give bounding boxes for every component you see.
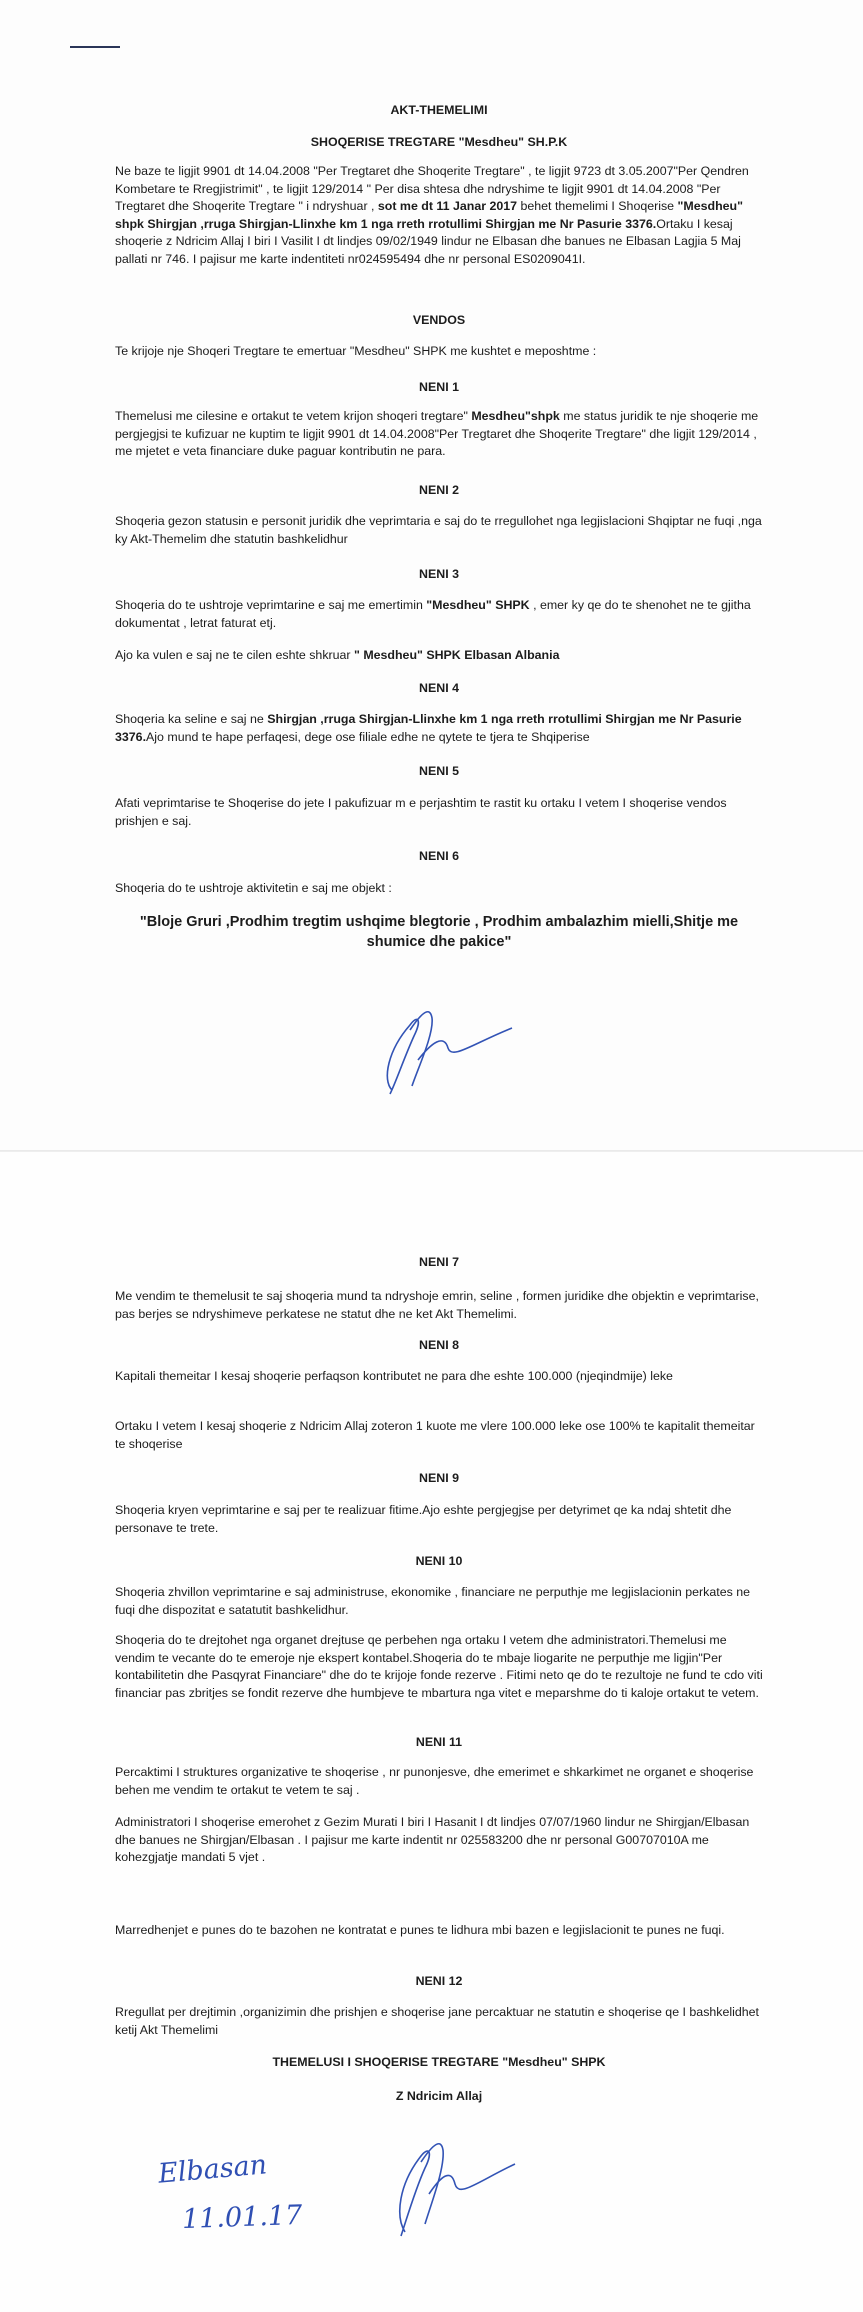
neni-8-heading: NENI 8 xyxy=(419,1338,459,1352)
neni-5-text: Afati veprimtarise te Shoqerise do jete I pakufizuar m e perjashtim te rastit ku ortaku I vetem I shoqerise vendos prishjen e saj. xyxy=(115,796,727,828)
neni-11-heading: NENI 11 xyxy=(415,1735,463,1749)
neni-3-text-d: Ajo ka vulen e saj ne te cilen eshte shkruar xyxy=(115,648,354,662)
vendos-heading: VENDOS xyxy=(412,313,466,327)
handwritten-date: 11.01.17 xyxy=(181,2199,303,2236)
neni-9-heading: NENI 9 xyxy=(419,1471,459,1485)
neni-3-text-c: , emer ky qe do te shenohet ne te gjitha dokumentat , letrat faturat etj. xyxy=(115,598,751,630)
neni-1-text-c: me status juridik te nje shoqerie me pergjegjsi te kufizuar ne kuptim te ligjit 9901 dt 14.04.2008"Per Tregtaret dhe Shoqerite Tregtare" dhe ligjit 129/2014 , me mjetet e veta financiare duke paguar kontributin ne para. xyxy=(115,409,759,458)
neni-3-seal-text xyxy=(115,647,763,665)
intro-date: sot me dt 11 Janar 2017 xyxy=(377,199,518,213)
neni-12-text: Rregullat per drejtimin ,organizimin dhe prishjen e shoqerise jane percaktuar ne statutin e shoqerise qe I bashkelidhet ketij Akt Themelimi xyxy=(115,2005,759,2037)
intro-paragraph xyxy=(115,163,763,268)
neni-3-heading: NENI 3 xyxy=(419,567,459,581)
corner-mark xyxy=(70,46,120,48)
vendos-text: Te krijoje nje Shoqeri Tregtare te emertuar "Mesdheu" SHPK me kushtet e meposhtme : xyxy=(115,344,597,358)
neni-4-address: Shirgjan ,rruga Shirgjan-Llinxhe km 1 nga rreth rrotullimi Shirgjan me Nr Pasurie 3376. xyxy=(115,712,742,744)
neni-6-heading: NENI 6 xyxy=(419,849,459,863)
neni-7-heading: NENI 7 xyxy=(419,1255,459,1269)
neni-4-text-a: Shoqeria ka seline e saj ne xyxy=(115,712,268,726)
intro-text-a: Ne baze te ligjit 9901 dt 14.04.2008 "Per Tregtaret dhe Shoqerite Tregtare" , te ligjit 9723 dt 3.05.2007"Per Qendren Kombetare te Rregjistrimit" , te ligjit 129/2014 " Per disa shtesa dhe ndryshime te ligjit 9901 dt 14.04.2008 "Per Tregtaret dhe Shoqerite Tregtare " i ndryshuar , xyxy=(115,164,749,213)
neni-2-text: Shoqeria gezon statusin e personit juridik dhe veprimtaria e saj do te rregullohet nga legjislacioni Shqiptar ne fuqi ,nga ky Akt-Themelim dhe statutin bashkelidhur xyxy=(115,514,762,546)
neni-7-text: Me vendim te themelusit te saj shoqeria mund ta ndryshoje emrin, seline , formen juridike dhe objektin e veprimtarise, pas berjes se ndryshimeve perkatese ne statut dhe ne ket Akt Themelimi. xyxy=(115,1289,759,1321)
neni-8-capital: Kapitali themeitar I kesaj shoqerie perfaqson kontributet ne para dhe eshte 100.000 (njeqindmije) leke xyxy=(115,1369,673,1383)
neni-3-text xyxy=(115,597,763,632)
neni-10-heading: NENI 10 xyxy=(415,1554,463,1568)
neni-8-shares: Ortaku I vetem I kesaj shoqerie z Ndricim Allaj zoteron 1 kuote me vlere 100.000 leke ose 100% te kapitalit themeitar te shoqerise xyxy=(115,1419,755,1451)
company-subtitle: SHOQERISE TREGTARE "Mesdheu" SH.P.K xyxy=(310,135,568,149)
neni-12-heading: NENI 12 xyxy=(415,1974,463,1988)
intro-text-c: behet themelimi I Shoqerise xyxy=(517,199,678,213)
neni-1-text-a: Themelusi me cilesine e ortakut te vetem krijon shoqeri tregtare" xyxy=(115,409,472,423)
signature-page-two xyxy=(365,2120,535,2240)
neni-11-text-a: Percaktimi I struktures organizative te shoqerise , nr punonjesve, dhe emerimet e shkarkimet ne organet e shoqerise behen me vendim te ortakut te vetem te saj . xyxy=(115,1765,754,1797)
neni-9-text: Shoqeria kryen veprimtarine e saj per te realizuar fitime.Ajo eshte pergjegjse per detyrimet qe ka ndaj shtetit dhe personave te trete. xyxy=(115,1503,732,1535)
neni-6-text: Shoqeria do te ushtroje aktivitetin e saj me objekt : xyxy=(115,881,392,895)
neni-10-text-b: Shoqeria do te drejtohet nga organet drejtuse qe perbehen nga ortaku I vetem dhe administratori.Themelusi me vendim te vecante do te emeroje nje ekspert kontabel.Shoqeria do te mbaje liogarite ne perputhje me ligjin"Per kontabilitetin dhe Pasqyrat Financiare" dhe do te krijoje fonde rezerve . Fitimi neto qe do te rezultoje ne fund te cdo viti financiar pas zbritjes se fondit rezerve dhe humbjeve te mbartura nga vitet e meparshme do ti kaloje ortakut te vetem. xyxy=(115,1633,763,1700)
neni-4-text xyxy=(115,711,763,746)
neni-11-administrator: Administratori I shoqerise emerohet z Gezim Murati I biri I Hasanit I dt lindjes 07/07/1960 lindur ne Shirgjan/Elbasan dhe banues ne Shirgjan/Elbasan . I pajisur me karte indentit nr 025583200 dhe nr personal G00707010A me kohezgjatje mandati 5 vjet . xyxy=(115,1815,750,1864)
intro-address: "Mesdheu" shpk Shirgjan ,rruga Shirgjan-Llinxhe km 1 nga rreth rrotullimi Shirgjan me Nr Pasurie 3376. xyxy=(115,199,743,231)
document-title: AKT-THEMELIMI xyxy=(390,103,488,117)
neni-1-heading: NENI 1 xyxy=(419,380,459,394)
neni-3-company: "Mesdheu" SHPK xyxy=(426,598,530,612)
page-one xyxy=(0,0,863,1152)
neni-2-heading: NENI 2 xyxy=(419,483,459,497)
neni-6-objective: "Bloje Gruri ,Prodhim tregtim ushqime blegtorie , Prodhim ambalazhim mielli,Shitje me shumice dhe pakice" xyxy=(139,914,739,950)
neni-11-text-c: Marredhenjet e punes do te bazohen ne kontratat e punes te lidhura mbi bazen e legjislacionit te punes ne fuqi. xyxy=(115,1923,725,1937)
neni-10-text-a: Shoqeria zhvillon veprimtarine e saj administruse, ekonomike , financiare ne perputhje me legjislacionin perkates ne fuqi dhe dispozitat e satatutit bashkelidhur. xyxy=(115,1585,751,1617)
founder-title: THEMELUSI I SHOQERISE TREGTARE "Mesdheu" SHPK xyxy=(272,2055,606,2069)
handwritten-place: Elbasan xyxy=(156,2149,269,2190)
neni-4-text-c: Ajo mund te hape perfaqesi, dege ose filiale edhe ne qytete te tjera te Shqiperise xyxy=(146,729,590,744)
neni-3-seal: " Mesdheu" SHPK Elbasan Albania xyxy=(354,648,560,662)
intro-text-e: Ortaku I kesaj shoqerie z Ndricim Allaj I biri I Vasilit I dt lindjes 09/02/1949 lindur ne Elbasan dhe banues ne Elbasan Lagjia 5 Maj pallati nr 746. I pajisur me karte indentiteti nr024595494 dhe nr personal ES0209041I. xyxy=(115,216,741,266)
neni-3-text-a: Shoqeria do te ushtroje veprimtarine e saj me emertimin xyxy=(115,598,427,612)
neni-1-company: Mesdheu"shpk xyxy=(471,409,560,423)
neni-5-heading: NENI 5 xyxy=(419,764,459,778)
signature-page-one xyxy=(352,990,532,1100)
page-two xyxy=(0,1152,863,2312)
neni-1-text xyxy=(115,408,763,461)
neni-4-heading: NENI 4 xyxy=(419,681,459,695)
founder-name: Z Ndricim Allaj xyxy=(395,2089,483,2103)
